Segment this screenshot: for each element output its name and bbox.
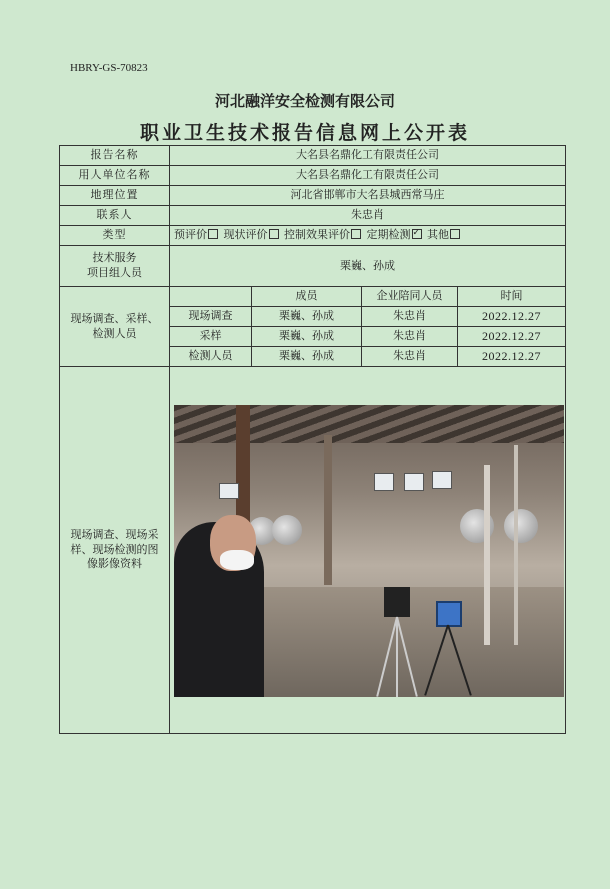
row-tech-service <box>60 246 566 287</box>
photo-detector <box>436 601 462 627</box>
type-label: 类型 <box>60 226 170 246</box>
contact-label: 联系人 <box>60 206 170 226</box>
site-survey-name: 现场调查 <box>170 307 252 327</box>
type-option-pre-assessment[interactable]: 预评价 <box>174 228 220 241</box>
checkbox-other[interactable] <box>450 229 460 239</box>
report-name-label: 报告名称 <box>60 146 170 166</box>
type-option-periodic-test[interactable]: 定期检测✓ <box>367 228 424 241</box>
site-header-row <box>60 287 566 307</box>
photo-window <box>404 473 424 491</box>
row-location <box>60 186 566 206</box>
tech-service-label <box>60 246 170 287</box>
row-images <box>60 367 566 734</box>
checkbox-control-effect[interactable] <box>351 229 361 239</box>
type-option-status-assessment[interactable]: 现状评价 <box>224 228 281 241</box>
photo-roof <box>174 405 564 443</box>
site-survey-members: 栗巍、孙成 <box>252 307 362 327</box>
images-cell <box>170 367 566 734</box>
photo-window <box>219 483 239 499</box>
type-option-control-effect[interactable]: 控制效果评价 <box>284 228 363 241</box>
tech-service-label-line2: 项目组人员 <box>87 266 142 279</box>
site-header-time: 时间 <box>458 287 566 307</box>
row-contact <box>60 206 566 226</box>
info-table <box>59 145 566 734</box>
site-photo <box>174 405 564 697</box>
checkbox-status-assessment[interactable] <box>269 229 279 239</box>
row-employer <box>60 166 566 186</box>
company-name: 河北融洋安全检测有限公司 <box>214 92 395 110</box>
row-report-name <box>60 146 566 166</box>
checkbox-periodic-test[interactable] <box>412 229 422 239</box>
site-sampling-members: 栗巍、孙成 <box>252 327 362 347</box>
photo-tank <box>272 515 302 545</box>
site-staff-label: 现场调查、采样、检测人员 <box>60 287 170 367</box>
location-label: 地理位置 <box>60 186 170 206</box>
site-header-members: 成员 <box>252 287 362 307</box>
photo-window <box>374 473 394 491</box>
site-sampling-company-staff: 朱忠肖 <box>362 327 458 347</box>
photo-tank <box>504 509 538 543</box>
employer-label: 用人单位名称 <box>60 166 170 186</box>
site-testing-company-staff: 朱忠肖 <box>362 347 458 367</box>
employer-value: 大名县名鼎化工有限责任公司 <box>170 166 566 186</box>
site-header-blank <box>170 287 252 307</box>
row-type <box>60 226 566 246</box>
photo-sampler <box>384 587 410 617</box>
photo-person-mask <box>220 550 254 570</box>
site-survey-time: 2022.12.27 <box>458 307 566 327</box>
photo-pipe <box>484 465 490 645</box>
location-value: 河北省邯郸市大名县城西常马庄 <box>170 186 566 206</box>
site-survey-company-staff: 朱忠肖 <box>362 307 458 327</box>
type-option-other[interactable]: 其他 <box>427 228 462 241</box>
site-sampling-name: 采样 <box>170 327 252 347</box>
site-testing-members: 栗巍、孙成 <box>252 347 362 367</box>
page-title: 职业卫生技术报告信息网上公开表 <box>139 122 470 144</box>
site-sampling-time: 2022.12.27 <box>458 327 566 347</box>
type-options <box>170 226 566 246</box>
document-code: HBRY-GS-70823 <box>70 62 148 74</box>
contact-value: 朱忠肖 <box>170 206 566 226</box>
tech-service-label-line1: 技术服务 <box>92 251 137 265</box>
site-testing-name: 检测人员 <box>170 347 252 367</box>
photo-pipe <box>514 445 518 645</box>
report-name-value: 大名县名鼎化工有限责任公司 <box>170 146 566 166</box>
photo-tripod-leg <box>396 617 398 697</box>
site-testing-time: 2022.12.27 <box>458 347 566 367</box>
images-label: 现场调查、现场采样、现场检测的图像影像资料 <box>60 367 170 734</box>
checkbox-pre-assessment[interactable] <box>208 229 218 239</box>
photo-beam <box>324 435 332 585</box>
tech-service-value: 栗巍、孙成 <box>170 246 566 287</box>
site-header-company-staff: 企业陪同人员 <box>362 287 458 307</box>
photo-window <box>432 471 452 489</box>
